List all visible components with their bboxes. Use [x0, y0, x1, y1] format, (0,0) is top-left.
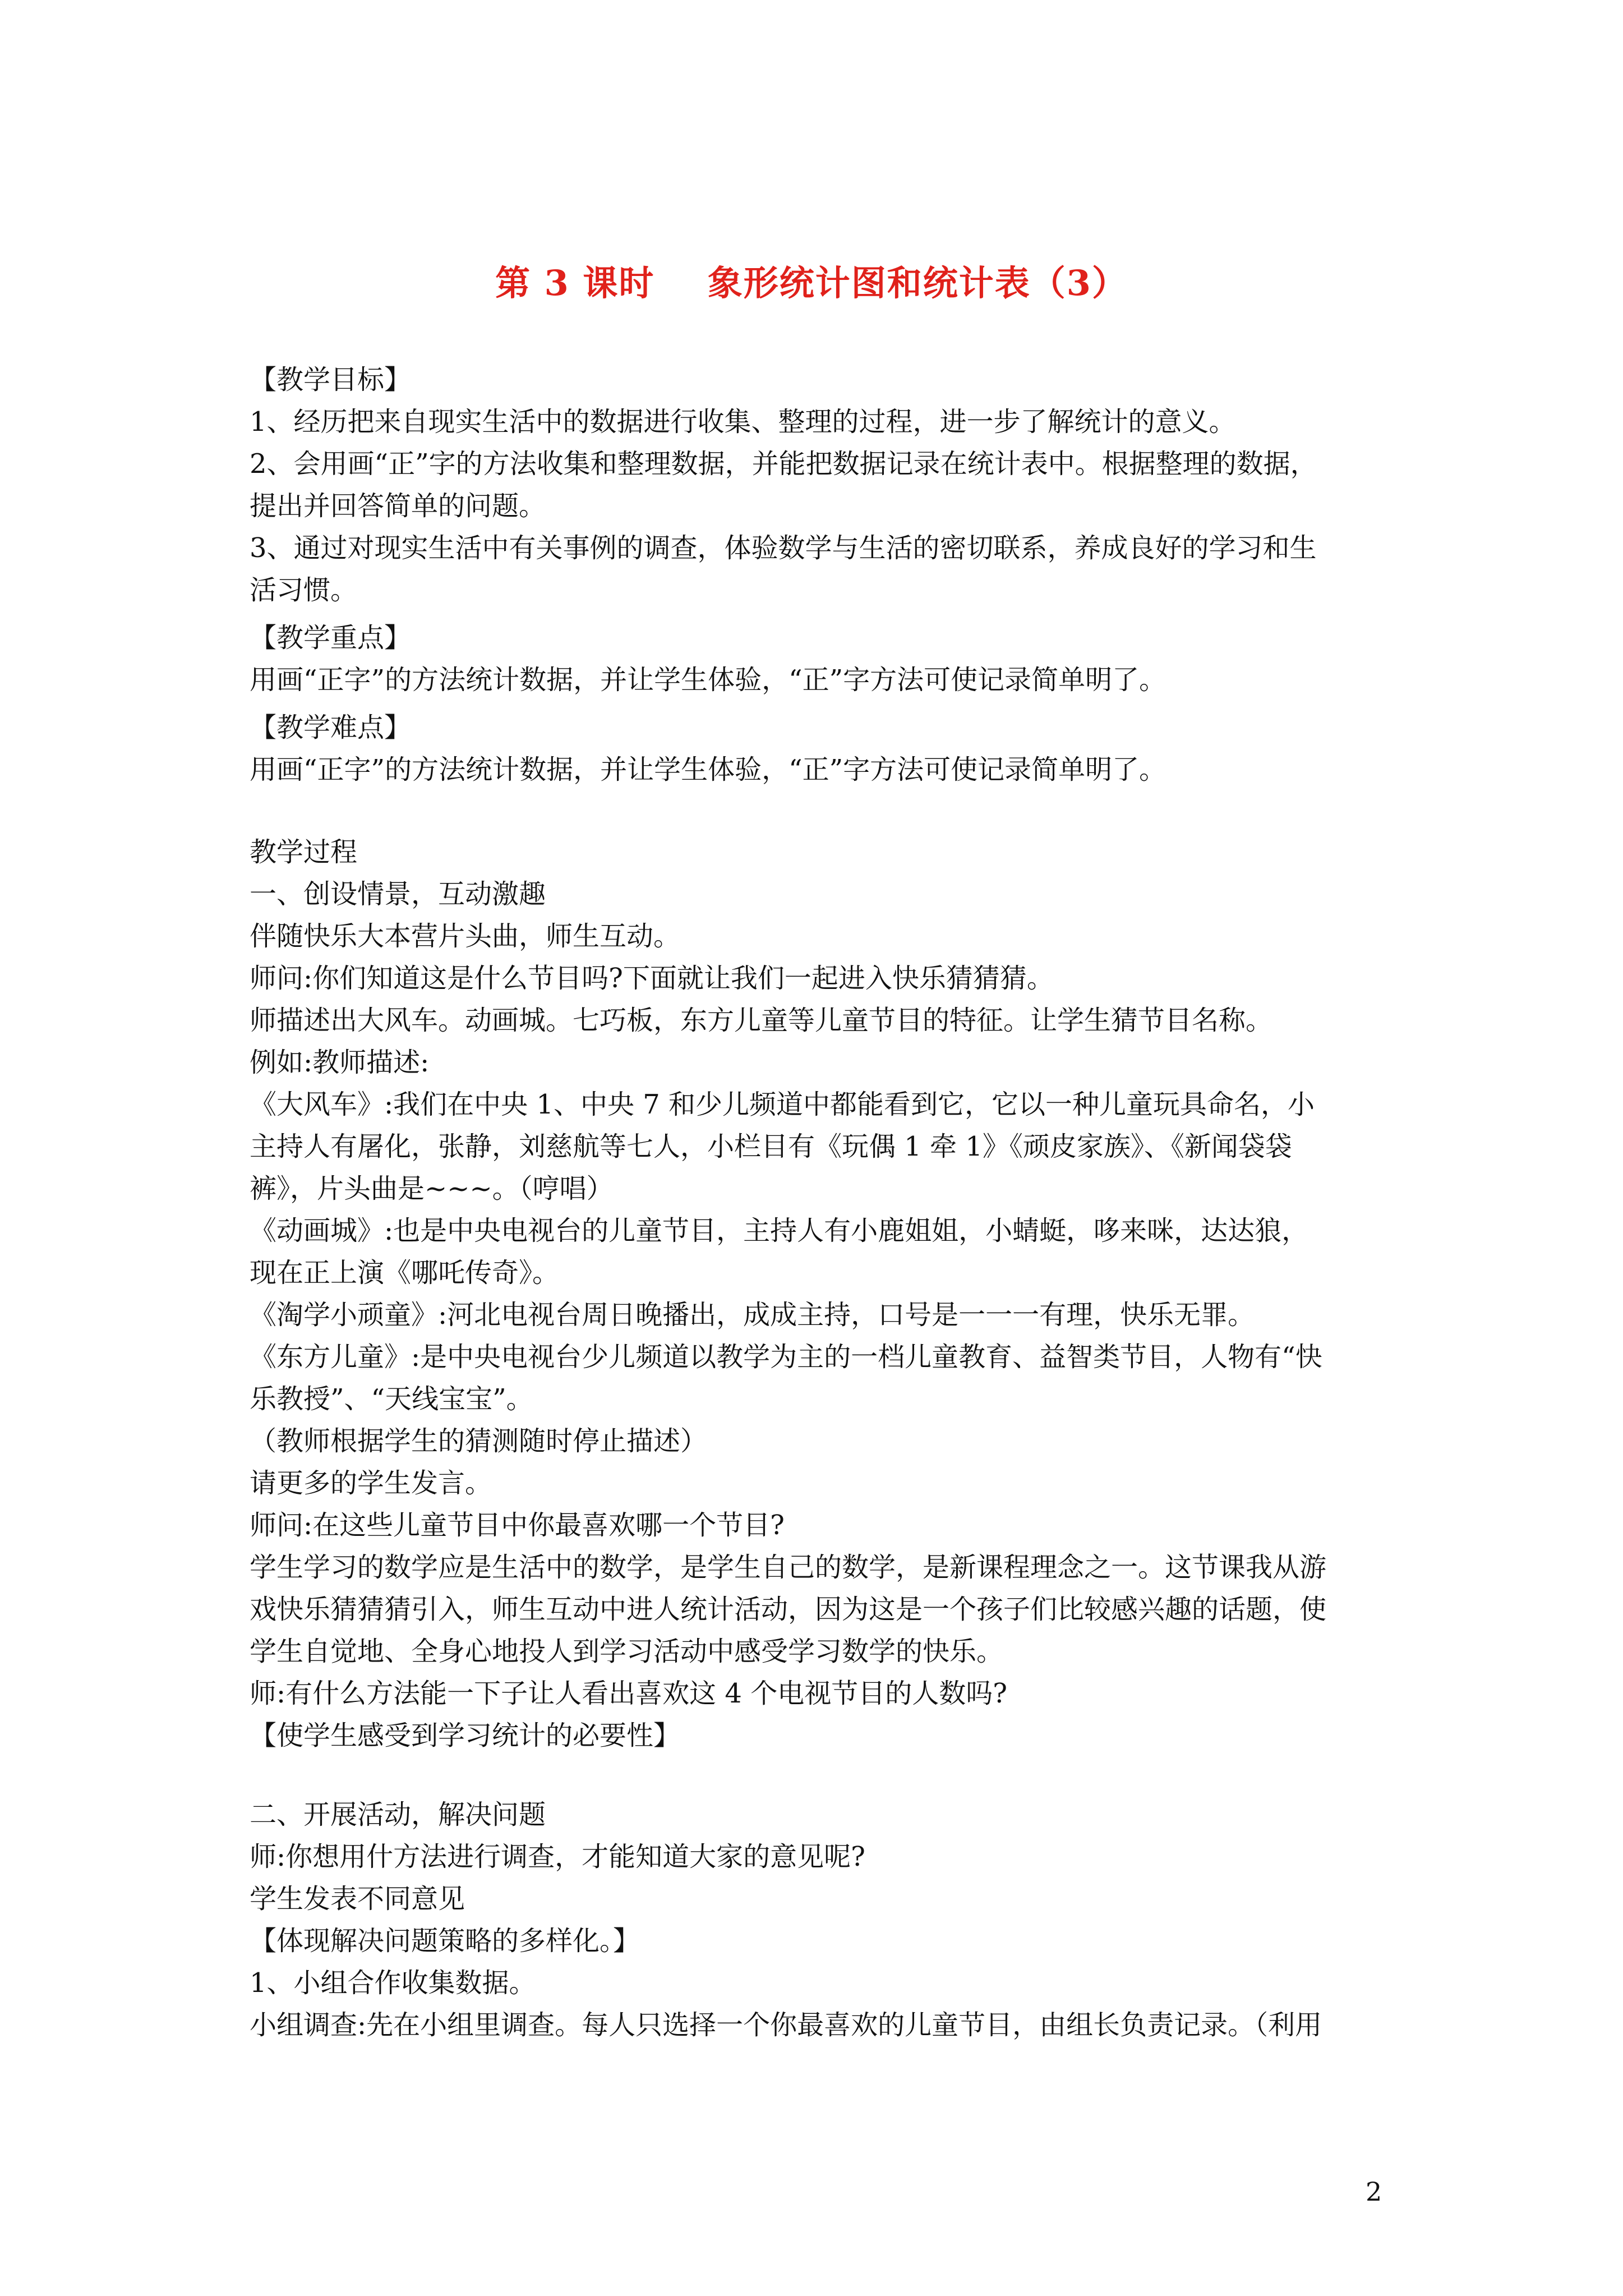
paragraph-line: 师问:在这些儿童节目中你最喜欢哪一个节目?: [250, 1510, 785, 1541]
goal-line: 提出并回答简单的问题。: [250, 490, 546, 522]
paragraph-line: 师描述出大风车。动画城。七巧板，东方儿童等儿童节目的特征。让学生猜节目名称。: [250, 1005, 1273, 1036]
section-heading: 二、开展活动，解决问题: [250, 1799, 546, 1830]
paragraph-line: 师问:你们知道这是什么节目吗?下面就让我们一起进入快乐猜猜猜。: [250, 963, 1054, 994]
key-point-heading: 【教学重点】: [250, 622, 412, 654]
paragraph-line: 小组调查:先在小组里调查。每人只选择一个你最喜欢的儿童节目，由组长负责记录。（利用: [250, 2009, 1322, 2041]
paragraph-line: 《淘学小顽童》:河北电视台周日晚播出，成成主持，口号是一一一有理，快乐无罪。: [250, 1299, 1255, 1331]
goal-line: 3、通过对现实生活中有关事例的调查，体验数学与生活的密切联系，养成良好的学习和生: [250, 532, 1317, 564]
goal-line: 2、会用画“正”字的方法收集和整理数据，并能把数据记录在统计表中。根据整理的数据，: [250, 448, 1317, 480]
paragraph-line: 戏快乐猜猜猜引入，师生互动中进人统计活动，因为这是一个孩子们比较感兴趣的话题，使: [250, 1594, 1327, 1625]
difficulty-text: 用画“正字”的方法统计数据，并让学生体验，“正”字方法可使记录简单明了。: [250, 754, 1166, 785]
paragraph-line: 例如:教师描述:: [250, 1047, 430, 1078]
paragraph-line: 《大风车》:我们在中央 1、中央 7 和少儿频道中都能看到它，它以一种儿童玩具命名，小: [250, 1089, 1315, 1120]
paragraph-line: 裤》，片头曲是~~~。（哼唱）: [250, 1173, 614, 1204]
paragraph-line: 伴随快乐大本营片头曲，师生互动。: [250, 921, 681, 952]
document-body: [250, 359, 1388, 2046]
goal-line: 1、经历把来自现实生活中的数据进行收集、整理的过程，进一步了解统计的意义。: [250, 406, 1236, 438]
paragraph-line: 主持人有屠化，张静，刘慈航等七人，小栏目有《玩偶 1 牵 1》《顽皮家族》、《新闻袋袋: [250, 1131, 1292, 1162]
page-title: 第 3 课时 象形统计图和统计表（3）: [495, 263, 1128, 303]
note-line: 【使学生感受到学习统计的必要性】: [250, 1720, 681, 1751]
difficulty-heading: 【教学难点】: [250, 712, 412, 743]
paragraph-line: 师:有什么方法能一下子让人看出喜欢这 4 个电视节目的人数吗?: [250, 1678, 1007, 1709]
key-point-text: 用画“正字”的方法统计数据，并让学生体验，“正”字方法可使记录简单明了。: [250, 664, 1166, 696]
paragraph-line: 请更多的学生发言。: [250, 1467, 492, 1499]
paragraph-line: 《东方儿童》:是中央电视台少儿频道以教学为主的一档儿童教育、益智类节目，人物有“快: [250, 1341, 1322, 1373]
paragraph-line: 学生自觉地、全身心地投人到学习活动中感受学习数学的快乐。: [250, 1636, 1004, 1667]
paragraph-line: 《动画城》:也是中央电视台的儿童节目，主持人有小鹿姐姐，小蜻蜓，哆来咪，达达狼，: [250, 1215, 1309, 1246]
goal-line: 活习惯。: [250, 574, 358, 606]
goals-heading: 【教学目标】: [250, 364, 412, 395]
paragraph-line: 学生学习的数学应是生活中的数学，是学生自己的数学，是新课程理念之一。这节课我从游: [250, 1552, 1327, 1583]
paragraph-line: （教师根据学生的猜测随时停止描述）: [250, 1425, 708, 1457]
paragraph-line: 现在正上演《哪吒传奇》。: [250, 1257, 560, 1289]
section-heading: 一、创设情景，互动激趣: [250, 878, 546, 910]
process-heading: 教学过程: [250, 836, 358, 868]
page-number: 2: [1366, 2177, 1382, 2207]
paragraph-line: 乐教授”、“天线宝宝”。: [250, 1383, 533, 1415]
paragraph-line: 1、小组合作收集数据。: [250, 1967, 536, 1999]
note-line: 【体现解决问题策略的多样化。】: [250, 1925, 640, 1957]
paragraph-line: 师:你想用什方法进行调查，才能知道大家的意见呢?: [250, 1841, 865, 1872]
paragraph-line: 学生发表不同意见: [250, 1883, 465, 1915]
